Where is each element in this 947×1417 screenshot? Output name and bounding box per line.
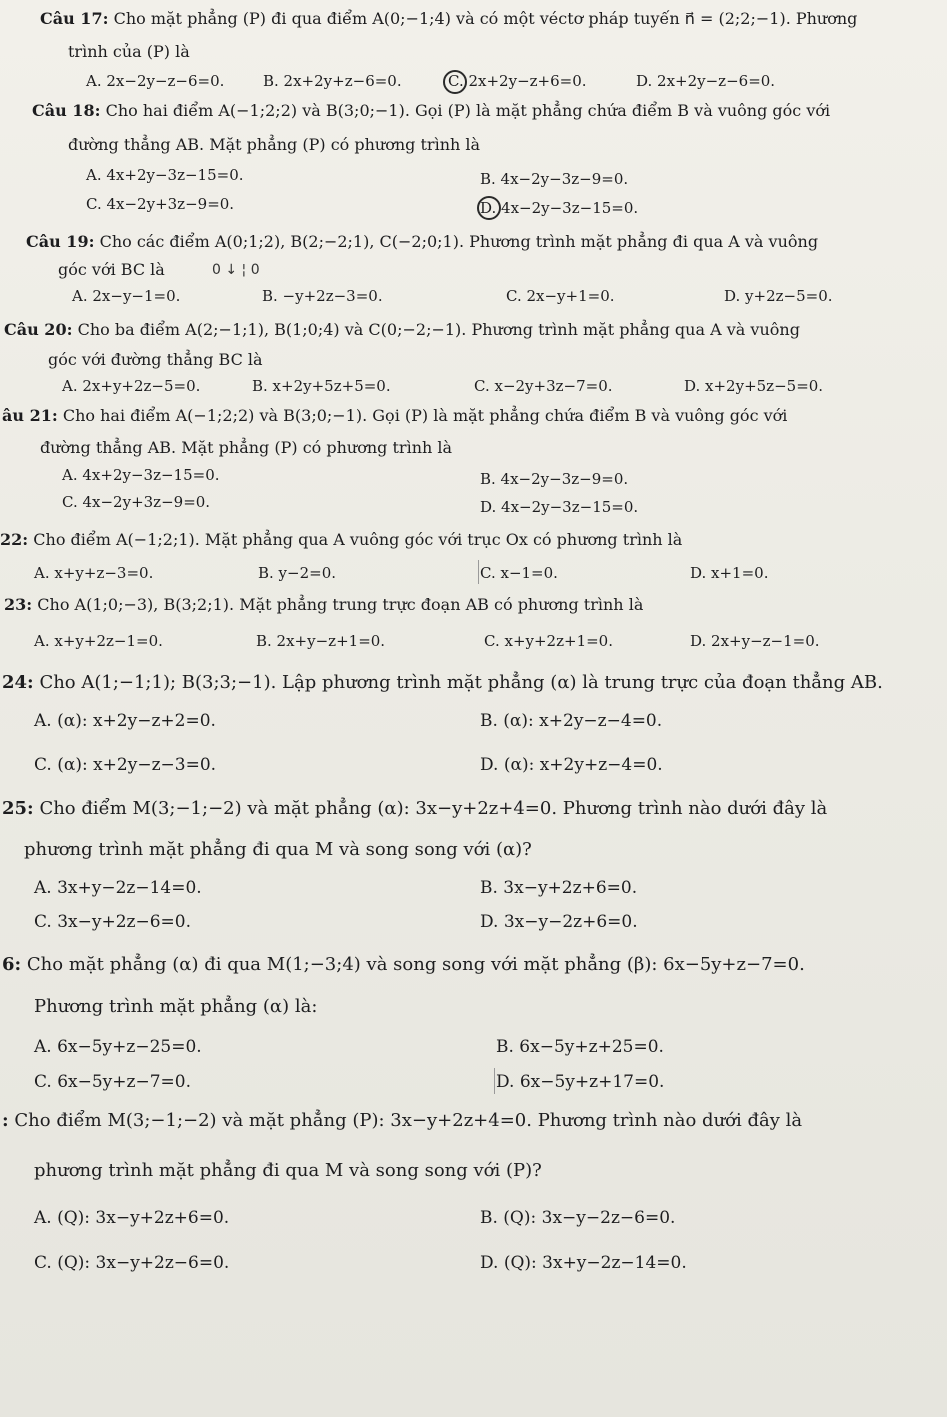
question-26-option-c: C. 6x−5y+z−7=0. [34,1072,192,1092]
question-19-label: Câu 19: [26,232,95,251]
question-19-text: Cho các điểm A(0;1;2), B(2;−2;1), C(−2;0;1). Phương trình mặt phẳng đi qua A và vuông [99,232,819,251]
question-22-option-c: C. x−1=0. [480,564,558,582]
question-26-label: 6: [2,954,22,975]
question-21-text: Cho hai điểm A(−1;2;2) và B(3;0;−1). Gọi (P) là mặt phẳng chứa điểm B và vuông góc với [62,406,788,425]
question-27-option-d: D. (Q): 3x+y−2z−14=0. [480,1253,687,1273]
question-20-text: Cho ba điểm A(2;−1;1), B(1;0;4) và C(0;−2;−1). Phương trình mặt phẳng qua A và vuông [77,320,800,339]
question-26-stem-2: Phương trình mặt phẳng (α) là: [34,996,318,1017]
question-26-text: Cho mặt phẳng (α) đi qua M(1;−3;4) và song song với mặt phẳng (β): 6x−5y+z−7=0. [26,954,805,975]
question-21-stem [2,408,787,424]
question-22-text: Cho điểm A(−1;2;1). Mặt phẳng qua A vuông góc với trục Ox có phương trình là [33,530,683,549]
question-23-option-a: A. x+y+2z−1=0. [34,632,163,650]
question-18-label: Câu 18: [32,101,101,120]
question-27-stem-2: phương trình mặt phẳng đi qua M và song song với (P)? [34,1160,542,1181]
question-21-stem-2: đường thẳng AB. Mặt phẳng (P) có phương trình là [40,438,453,457]
question-18-option-a: A. 4x+2y−3z−15=0. [86,166,244,184]
selected-answer-circle [477,196,501,220]
question-27-option-b: B. (Q): 3x−y−2z−6=0. [480,1208,676,1228]
question-23-option-c: C. x+y+2z+1=0. [484,632,613,650]
question-24-text: Cho A(1;−1;1); B(3;3;−1). Lập phương trình mặt phẳng (α) là trung trực của đoạn thẳng AB. [39,672,883,693]
question-19-stem [26,234,818,250]
selected-answer-circle [443,70,467,94]
question-21-option-c: C. 4x−2y+3z−9=0. [62,493,211,511]
question-24-option-b: B. (α): x+2y−z−4=0. [480,711,663,731]
question-21-option-d: D. 4x−2y−3z−15=0. [480,498,639,516]
question-20-option-a: A. 2x+y+2z−5=0. [62,377,201,395]
question-23-label: 23: [4,595,33,614]
question-25-stem [2,800,827,818]
question-26-stem [2,956,805,974]
question-19-option-a: A. 2x−y−1=0. [72,287,181,305]
question-18-stem [32,103,830,119]
pen-mark [494,1068,495,1094]
question-27-option-c: C. (Q): 3x−y+2z−6=0. [34,1253,230,1273]
question-27-label: : [2,1110,9,1131]
question-18-option-d: D. 4x−2y−3z−15=0. [480,199,639,217]
question-24-label: 24: [2,672,34,693]
question-20-option-b: B. x+2y+5z+5=0. [252,377,391,395]
question-25-option-b: B. 3x−y+2z+6=0. [480,878,638,898]
question-18-stem-2: đường thẳng AB. Mặt phẳng (P) có phương trình là [68,135,481,154]
question-17-option-a: A. 2x−2y−z−6=0. [86,72,225,90]
question-26-option-b: B. 6x−5y+z+25=0. [496,1037,664,1057]
question-22-option-d: D. x+1=0. [690,564,769,582]
question-27-stem [2,1112,802,1130]
question-23-text: Cho A(1;0;−3), B(3;2;1). Mặt phẳng trung trực đoạn AB có phương trình là [37,595,644,614]
question-21-option-a: A. 4x+2y−3z−15=0. [62,466,220,484]
handwritten-note: 0 ↓ ¦ 0 [212,262,260,278]
question-23-stem [4,597,643,613]
question-27-option-a: A. (Q): 3x−y+2z+6=0. [34,1208,230,1228]
question-17-option-c: C. 2x+2y−z+6=0. [448,72,587,90]
question-26-option-a: A. 6x−5y+z−25=0. [34,1037,202,1057]
question-24-stem [2,674,883,692]
question-17-option-d: D. 2x+2y−z−6=0. [636,72,776,90]
question-18-option-b: B. 4x−2y−3z−9=0. [480,170,629,188]
question-25-option-c: C. 3x−y+2z−6=0. [34,912,192,932]
question-17-text: Cho mặt phẳng (P) đi qua điểm A(0;−1;4) và có một véctơ pháp tuyến n⃗ = (2;2;−1). Phương [113,9,858,28]
question-26-option-d: D. 6x−5y+z+17=0. [496,1072,665,1092]
question-25-label: 25: [2,798,34,819]
question-17-stem [40,11,857,27]
question-22-label: 22: [0,530,29,549]
question-19-stem-2: góc với BC là [58,260,165,279]
question-20-stem-2: góc với đường thẳng BC là [48,350,263,369]
question-20-option-c: C. x−2y+3z−7=0. [474,377,613,395]
question-23-option-b: B. 2x+y−z+1=0. [256,632,386,650]
question-18-option-c: C. 4x−2y+3z−9=0. [86,195,235,213]
question-24-option-a: A. (α): x+2y−z+2=0. [34,711,216,731]
question-20-option-d: D. x+2y+5z−5=0. [684,377,824,395]
question-25-option-d: D. 3x−y−2z+6=0. [480,912,638,932]
question-21-option-b: B. 4x−2y−3z−9=0. [480,470,629,488]
question-19-option-c: C. 2x−y+1=0. [506,287,615,305]
question-23-option-d: D. 2x+y−z−1=0. [690,632,820,650]
question-19-option-b: B. −y+2z−3=0. [262,287,383,305]
question-17-label: Câu 17: [40,9,109,28]
question-25-text: Cho điểm M(3;−1;−2) và mặt phẳng (α): 3x−y+2z+4=0. Phương trình nào dưới đây là [39,798,828,819]
question-20-label: Câu 20: [4,320,73,339]
question-17-option-b: B. 2x+2y+z−6=0. [263,72,402,90]
question-17-stem-2: trình của (P) là [68,42,190,61]
question-24-option-d: D. (α): x+2y+z−4=0. [480,755,663,775]
question-27-text: Cho điểm M(3;−1;−2) và mặt phẳng (P): 3x−y+2z+4=0. Phương trình nào dưới đây là [14,1110,803,1131]
question-21-label: âu 21: [2,406,58,425]
question-18-text: Cho hai điểm A(−1;2;2) và B(3;0;−1). Gọi (P) là mặt phẳng chứa điểm B và vuông góc với [105,101,831,120]
question-22-option-a: A. x+y+z−3=0. [34,564,154,582]
question-22-option-b: B. y−2=0. [258,564,337,582]
question-25-stem-2: phương trình mặt phẳng đi qua M và song song với (α)? [24,839,532,860]
question-24-option-c: C. (α): x+2y−z−3=0. [34,755,217,775]
question-20-stem [4,322,800,338]
question-25-option-a: A. 3x+y−2z−14=0. [34,878,202,898]
question-19-option-d: D. y+2z−5=0. [724,287,833,305]
question-22-stem [0,532,682,548]
pen-mark [478,560,479,584]
